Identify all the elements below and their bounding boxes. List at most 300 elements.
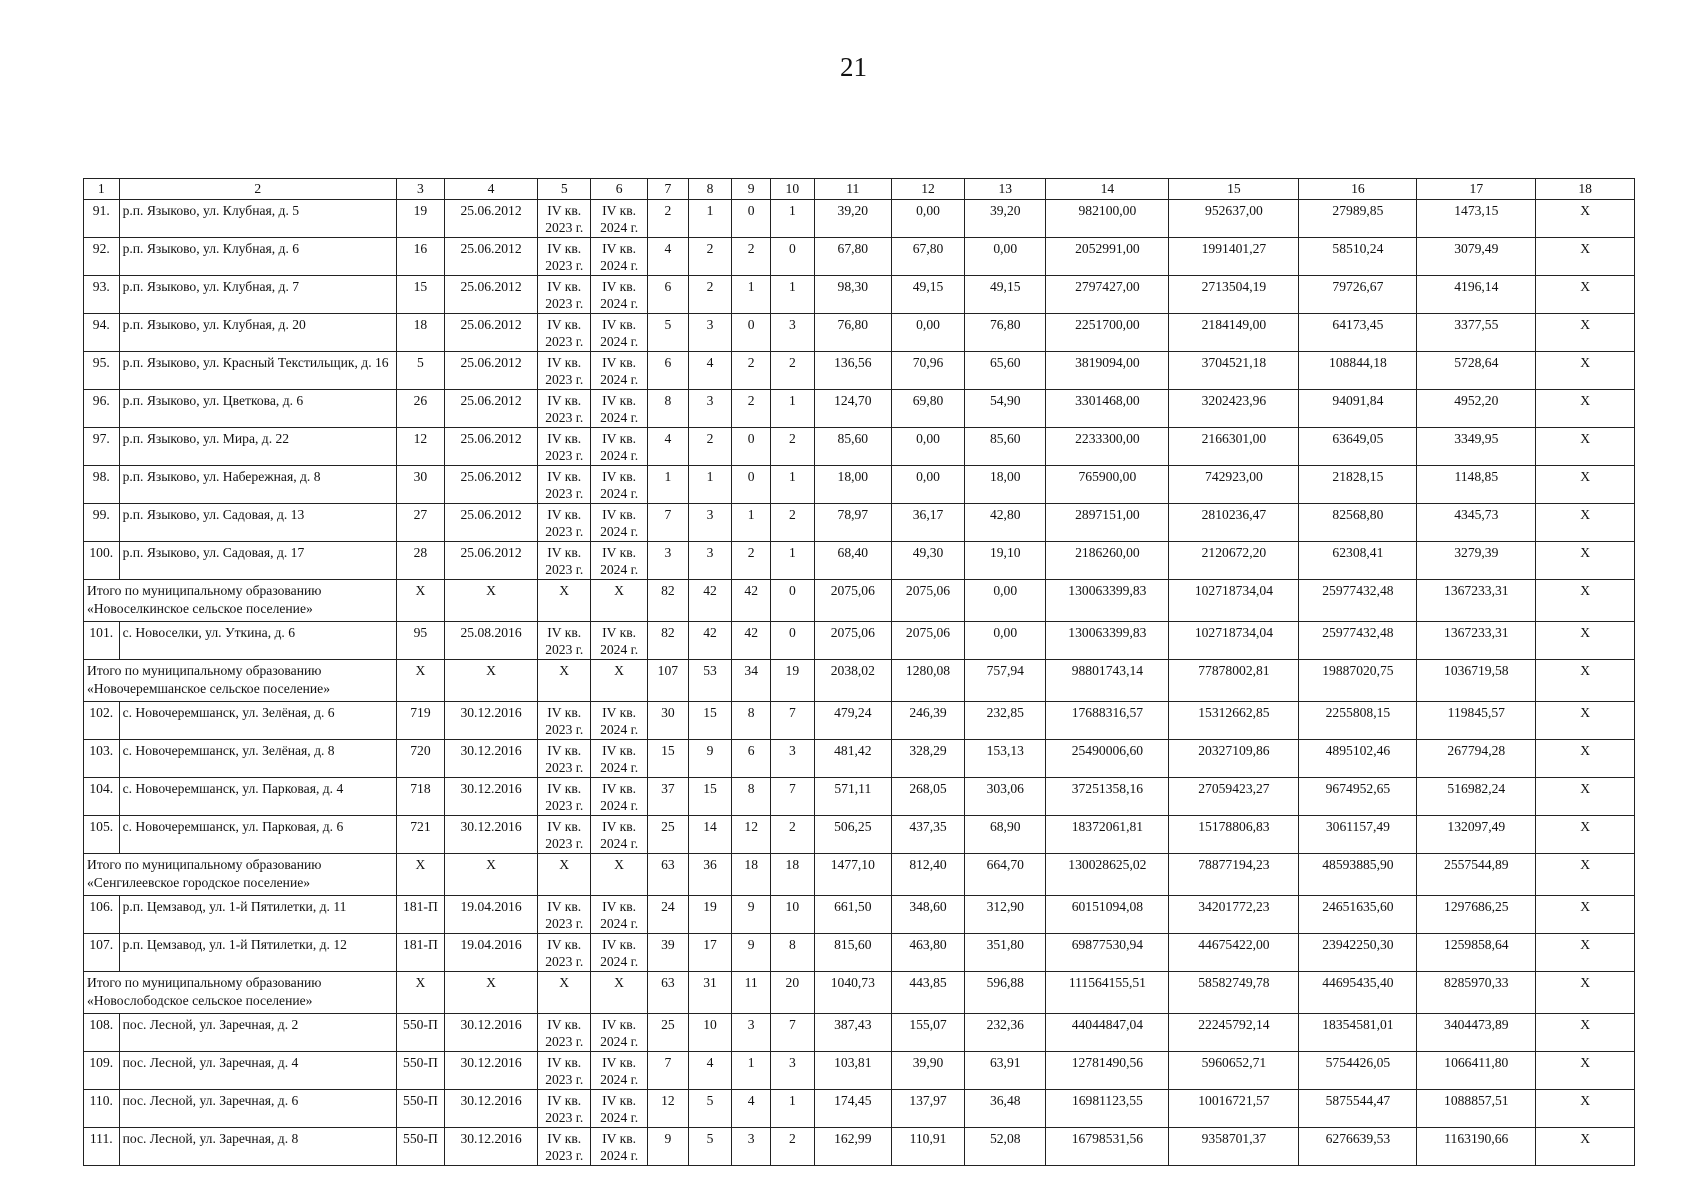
table-row <box>84 1014 1635 1052</box>
cell-c4: 30.12.2016 <box>444 1128 538 1166</box>
cell-c4: Х <box>444 972 538 1014</box>
cell-c13: 36,48 <box>965 1090 1046 1128</box>
cell-c16: 23942250,30 <box>1299 934 1417 972</box>
cell-c8: 15 <box>688 702 732 740</box>
cell-c15: 20327109,86 <box>1169 740 1299 778</box>
cell-c4: 25.06.2012 <box>444 352 538 390</box>
cell-c4: Х <box>444 580 538 622</box>
cell-c2: р.п. Языково, ул. Красный Текстильщик, д. 16 <box>119 352 396 390</box>
cell-c5: IV кв. 2023 г. <box>538 896 591 934</box>
cell-c2: с. Новочеремшанск, ул. Зелёная, д. 8 <box>119 740 396 778</box>
cell-c9: 1 <box>732 504 771 542</box>
cell-c9: 1 <box>732 276 771 314</box>
cell-c10: 1 <box>771 1090 815 1128</box>
cell-c4: 25.06.2012 <box>444 504 538 542</box>
cell-c14: 25490006,60 <box>1046 740 1169 778</box>
cell-c18: Х <box>1536 1014 1635 1052</box>
cell-c2: р.п. Языково, ул. Садовая, д. 13 <box>119 504 396 542</box>
cell-c7: 37 <box>648 778 689 816</box>
cell-c3: Х <box>397 972 445 1014</box>
cell-c8: 3 <box>688 542 732 580</box>
cell-c3: 18 <box>397 314 445 352</box>
cell-c10: 19 <box>771 660 815 702</box>
cell-c2: р.п. Языково, ул. Цветкова, д. 6 <box>119 390 396 428</box>
cell-c1: 99. <box>84 504 120 542</box>
cell-c5: IV кв. 2023 г. <box>538 200 591 238</box>
cell-c5: IV кв. 2023 г. <box>538 816 591 854</box>
cell-c17: 1367233,31 <box>1417 622 1536 660</box>
cell-c6: Х <box>591 854 648 896</box>
cell-c5: Х <box>538 580 591 622</box>
cell-c6: IV кв. 2024 г. <box>591 428 648 466</box>
cell-c1: 101. <box>84 622 120 660</box>
cell-c14: 69877530,94 <box>1046 934 1169 972</box>
cell-c12: 137,97 <box>891 1090 964 1128</box>
cell-c17: 3079,49 <box>1417 238 1536 276</box>
cell-c3: 16 <box>397 238 445 276</box>
cell-c10: 0 <box>771 580 815 622</box>
cell-c6: IV кв. 2024 г. <box>591 622 648 660</box>
cell-c6: Х <box>591 580 648 622</box>
cell-c17: 3404473,89 <box>1417 1014 1536 1052</box>
cell-c12: 110,91 <box>891 1128 964 1166</box>
cell-c11: 479,24 <box>814 702 891 740</box>
cell-c15: 2713504,19 <box>1169 276 1299 314</box>
cell-c12: 0,00 <box>891 314 964 352</box>
cell-c15: 2166301,00 <box>1169 428 1299 466</box>
cell-c6: IV кв. 2024 г. <box>591 276 648 314</box>
cell-c4: 25.06.2012 <box>444 466 538 504</box>
cell-c8: 36 <box>688 854 732 896</box>
table-row <box>84 740 1635 778</box>
cell-c4: 30.12.2016 <box>444 1090 538 1128</box>
cell-c9: 42 <box>732 622 771 660</box>
cell-c14: 18372061,81 <box>1046 816 1169 854</box>
cell-c8: 42 <box>688 580 732 622</box>
cell-c16: 63649,05 <box>1299 428 1417 466</box>
cell-c12: 812,40 <box>891 854 964 896</box>
subtotal-row <box>84 854 1635 896</box>
cell-c3: 27 <box>397 504 445 542</box>
cell-c1: 98. <box>84 466 120 504</box>
cell-c6: IV кв. 2024 г. <box>591 1014 648 1052</box>
cell-c9: 0 <box>732 200 771 238</box>
cell-c6: IV кв. 2024 г. <box>591 816 648 854</box>
cell-c6: IV кв. 2024 г. <box>591 1090 648 1128</box>
cell-c17: 2557544,89 <box>1417 854 1536 896</box>
cell-c5: IV кв. 2023 г. <box>538 934 591 972</box>
cell-c15: 742923,00 <box>1169 466 1299 504</box>
cell-c5: IV кв. 2023 г. <box>538 238 591 276</box>
cell-c13: 19,10 <box>965 542 1046 580</box>
table-row <box>84 466 1635 504</box>
cell-c15: 15178806,83 <box>1169 816 1299 854</box>
cell-c16: 64173,45 <box>1299 314 1417 352</box>
column-number-3: 3 <box>397 179 445 200</box>
cell-c2: пос. Лесной, ул. Заречная, д. 2 <box>119 1014 396 1052</box>
cell-c18: Х <box>1536 542 1635 580</box>
table-row <box>84 542 1635 580</box>
cell-c14: 16981123,55 <box>1046 1090 1169 1128</box>
cell-c9: 0 <box>732 314 771 352</box>
cell-c5: IV кв. 2023 г. <box>538 314 591 352</box>
cell-c11: 136,56 <box>814 352 891 390</box>
cell-c18: Х <box>1536 238 1635 276</box>
cell-c17: 3279,39 <box>1417 542 1536 580</box>
cell-c9: 34 <box>732 660 771 702</box>
cell-c4: 30.12.2016 <box>444 702 538 740</box>
cell-c13: 303,06 <box>965 778 1046 816</box>
cell-c3: 550-П <box>397 1128 445 1166</box>
cell-c16: 82568,80 <box>1299 504 1417 542</box>
cell-c14: 982100,00 <box>1046 200 1169 238</box>
cell-c5: IV кв. 2023 г. <box>538 740 591 778</box>
table-row <box>84 934 1635 972</box>
cell-c12: 70,96 <box>891 352 964 390</box>
cell-c12: 443,85 <box>891 972 964 1014</box>
cell-c16: 58510,24 <box>1299 238 1417 276</box>
cell-c5: IV кв. 2023 г. <box>538 702 591 740</box>
cell-c9: 12 <box>732 816 771 854</box>
cell-c2: р.п. Языково, ул. Мира, д. 22 <box>119 428 396 466</box>
cell-c4: 25.06.2012 <box>444 428 538 466</box>
column-number-10: 10 <box>771 179 815 200</box>
cell-c16: 108844,18 <box>1299 352 1417 390</box>
cell-c18: Х <box>1536 314 1635 352</box>
cell-c7: 9 <box>648 1128 689 1166</box>
cell-c16: 6276639,53 <box>1299 1128 1417 1166</box>
cell-c2: р.п. Языково, ул. Клубная, д. 6 <box>119 238 396 276</box>
cell-c2: с. Новочеремшанск, ул. Парковая, д. 6 <box>119 816 396 854</box>
cell-c9: 1 <box>732 1052 771 1090</box>
cell-c11: 174,45 <box>814 1090 891 1128</box>
cell-c7: 7 <box>648 1052 689 1090</box>
cell-c17: 3377,55 <box>1417 314 1536 352</box>
cell-c11: 571,11 <box>814 778 891 816</box>
cell-c13: 312,90 <box>965 896 1046 934</box>
cell-c1: 107. <box>84 934 120 972</box>
cell-c7: 3 <box>648 542 689 580</box>
cell-c4: 25.08.2016 <box>444 622 538 660</box>
cell-c17: 8285970,33 <box>1417 972 1536 1014</box>
cell-c11: 39,20 <box>814 200 891 238</box>
cell-c9: 11 <box>732 972 771 1014</box>
cell-c9: 2 <box>732 238 771 276</box>
cell-c5: IV кв. 2023 г. <box>538 1014 591 1052</box>
cell-c15: 2120672,20 <box>1169 542 1299 580</box>
cell-c15: 9358701,37 <box>1169 1128 1299 1166</box>
cell-c13: 232,36 <box>965 1014 1046 1052</box>
cell-c7: 6 <box>648 276 689 314</box>
cell-c3: 30 <box>397 466 445 504</box>
cell-c11: 661,50 <box>814 896 891 934</box>
cell-c7: 6 <box>648 352 689 390</box>
cell-c14: 2186260,00 <box>1046 542 1169 580</box>
table-row <box>84 816 1635 854</box>
cell-c13: 54,90 <box>965 390 1046 428</box>
cell-c5: IV кв. 2023 г. <box>538 1128 591 1166</box>
cell-c4: Х <box>444 854 538 896</box>
cell-c8: 5 <box>688 1090 732 1128</box>
cell-c10: 0 <box>771 622 815 660</box>
cell-c10: 20 <box>771 972 815 1014</box>
table-body <box>84 179 1635 1166</box>
cell-c13: 664,70 <box>965 854 1046 896</box>
cell-c9: 4 <box>732 1090 771 1128</box>
cell-c7: 25 <box>648 1014 689 1052</box>
cell-c15: 3202423,96 <box>1169 390 1299 428</box>
cell-c17: 4196,14 <box>1417 276 1536 314</box>
table-row <box>84 314 1635 352</box>
cell-c12: 155,07 <box>891 1014 964 1052</box>
cell-c10: 2 <box>771 1128 815 1166</box>
cell-c13: 18,00 <box>965 466 1046 504</box>
column-number-17: 17 <box>1417 179 1536 200</box>
cell-c6: IV кв. 2024 г. <box>591 934 648 972</box>
cell-c18: Х <box>1536 504 1635 542</box>
cell-c7: 1 <box>648 466 689 504</box>
cell-c10: 1 <box>771 542 815 580</box>
column-number-5: 5 <box>538 179 591 200</box>
cell-c12: 0,00 <box>891 428 964 466</box>
cell-c13: 49,15 <box>965 276 1046 314</box>
cell-c16: 94091,84 <box>1299 390 1417 428</box>
cell-c12: 49,30 <box>891 542 964 580</box>
cell-c1: 110. <box>84 1090 120 1128</box>
cell-c17: 1297686,25 <box>1417 896 1536 934</box>
cell-c8: 3 <box>688 314 732 352</box>
cell-c11: 506,25 <box>814 816 891 854</box>
cell-c5: IV кв. 2023 г. <box>538 1090 591 1128</box>
cell-c11: 387,43 <box>814 1014 891 1052</box>
cell-c12: 268,05 <box>891 778 964 816</box>
cell-c15: 22245792,14 <box>1169 1014 1299 1052</box>
cell-c1: 108. <box>84 1014 120 1052</box>
cell-c17: 1163190,66 <box>1417 1128 1536 1166</box>
cell-c10: 0 <box>771 238 815 276</box>
cell-c5: IV кв. 2023 г. <box>538 352 591 390</box>
cell-c10: 3 <box>771 314 815 352</box>
cell-c6: IV кв. 2024 г. <box>591 740 648 778</box>
cell-c11: 481,42 <box>814 740 891 778</box>
cell-c11: 124,70 <box>814 390 891 428</box>
cell-c12: 348,60 <box>891 896 964 934</box>
cell-c8: 15 <box>688 778 732 816</box>
cell-c14: 98801743,14 <box>1046 660 1169 702</box>
cell-c7: 4 <box>648 238 689 276</box>
cell-c3: Х <box>397 854 445 896</box>
cell-c2: пос. Лесной, ул. Заречная, д. 4 <box>119 1052 396 1090</box>
cell-c8: 10 <box>688 1014 732 1052</box>
cell-c6: IV кв. 2024 г. <box>591 238 648 276</box>
table-row <box>84 702 1635 740</box>
cell-c4: 25.06.2012 <box>444 314 538 352</box>
cell-c16: 5754426,05 <box>1299 1052 1417 1090</box>
cell-c1: 109. <box>84 1052 120 1090</box>
cell-c7: 2 <box>648 200 689 238</box>
cell-c6: IV кв. 2024 г. <box>591 504 648 542</box>
cell-c14: 17688316,57 <box>1046 702 1169 740</box>
cell-c16: 18354581,01 <box>1299 1014 1417 1052</box>
cell-c1: 103. <box>84 740 120 778</box>
cell-c13: 0,00 <box>965 580 1046 622</box>
cell-c13: 65,60 <box>965 352 1046 390</box>
column-number-18: 18 <box>1536 179 1635 200</box>
cell-c13: 596,88 <box>965 972 1046 1014</box>
cell-c3: 26 <box>397 390 445 428</box>
cell-c11: 68,40 <box>814 542 891 580</box>
cell-c17: 1473,15 <box>1417 200 1536 238</box>
cell-c8: 3 <box>688 390 732 428</box>
cell-c3: 721 <box>397 816 445 854</box>
cell-c15: 10016721,57 <box>1169 1090 1299 1128</box>
cell-c4: 30.12.2016 <box>444 778 538 816</box>
cell-c5: IV кв. 2023 г. <box>538 504 591 542</box>
cell-c12: 67,80 <box>891 238 964 276</box>
cell-c8: 14 <box>688 816 732 854</box>
cell-c2: р.п. Языково, ул. Клубная, д. 7 <box>119 276 396 314</box>
cell-c2: р.п. Языково, ул. Садовая, д. 17 <box>119 542 396 580</box>
cell-c8: 2 <box>688 276 732 314</box>
cell-c9: 2 <box>732 390 771 428</box>
cell-c16: 24651635,60 <box>1299 896 1417 934</box>
cell-c4: 30.12.2016 <box>444 1014 538 1052</box>
column-number-12: 12 <box>891 179 964 200</box>
table-row <box>84 622 1635 660</box>
cell-c12: 39,90 <box>891 1052 964 1090</box>
column-number-13: 13 <box>965 179 1046 200</box>
cell-c6: IV кв. 2024 г. <box>591 778 648 816</box>
cell-c15: 77878002,81 <box>1169 660 1299 702</box>
cell-c1: 111. <box>84 1128 120 1166</box>
cell-c5: IV кв. 2023 г. <box>538 428 591 466</box>
cell-c14: 37251358,16 <box>1046 778 1169 816</box>
cell-label: Итого по муниципальному образованию «Новоселкинское сельское поселение» <box>84 580 397 622</box>
cell-c16: 19887020,75 <box>1299 660 1417 702</box>
cell-c9: 3 <box>732 1014 771 1052</box>
cell-c6: IV кв. 2024 г. <box>591 896 648 934</box>
cell-c6: IV кв. 2024 г. <box>591 702 648 740</box>
cell-c15: 5960652,71 <box>1169 1052 1299 1090</box>
cell-c2: р.п. Цемзавод, ул. 1-й Пятилетки, д. 11 <box>119 896 396 934</box>
cell-c8: 3 <box>688 504 732 542</box>
cell-c5: IV кв. 2023 г. <box>538 466 591 504</box>
cell-c16: 62308,41 <box>1299 542 1417 580</box>
cell-c9: 9 <box>732 896 771 934</box>
cell-c16: 25977432,48 <box>1299 580 1417 622</box>
table-row <box>84 504 1635 542</box>
cell-c10: 10 <box>771 896 815 934</box>
cell-c5: IV кв. 2023 г. <box>538 542 591 580</box>
cell-c3: 15 <box>397 276 445 314</box>
cell-c8: 1 <box>688 466 732 504</box>
cell-c10: 18 <box>771 854 815 896</box>
cell-c16: 3061157,49 <box>1299 816 1417 854</box>
cell-c18: Х <box>1536 816 1635 854</box>
cell-c14: 130063399,83 <box>1046 622 1169 660</box>
cell-c10: 1 <box>771 466 815 504</box>
cell-c1: 93. <box>84 276 120 314</box>
cell-c12: 2075,06 <box>891 622 964 660</box>
cell-c15: 2810236,47 <box>1169 504 1299 542</box>
cell-c10: 2 <box>771 504 815 542</box>
cell-c11: 2038,02 <box>814 660 891 702</box>
cell-c13: 42,80 <box>965 504 1046 542</box>
cell-c3: 5 <box>397 352 445 390</box>
cell-c7: 7 <box>648 504 689 542</box>
cell-c2: р.п. Языково, ул. Набережная, д. 8 <box>119 466 396 504</box>
cell-c11: 98,30 <box>814 276 891 314</box>
cell-c16: 21828,15 <box>1299 466 1417 504</box>
cell-c5: Х <box>538 972 591 1014</box>
cell-c6: IV кв. 2024 г. <box>591 466 648 504</box>
cell-c18: Х <box>1536 702 1635 740</box>
cell-c6: Х <box>591 660 648 702</box>
cell-c14: 12781490,56 <box>1046 1052 1169 1090</box>
cell-c13: 52,08 <box>965 1128 1046 1166</box>
column-number-6: 6 <box>591 179 648 200</box>
cell-c18: Х <box>1536 660 1635 702</box>
cell-label: Итого по муниципальному образованию «Сенгилеевское городское поселение» <box>84 854 397 896</box>
table-row <box>84 390 1635 428</box>
cell-c12: 246,39 <box>891 702 964 740</box>
cell-c8: 53 <box>688 660 732 702</box>
cell-c14: 60151094,08 <box>1046 896 1169 934</box>
cell-c17: 5728,64 <box>1417 352 1536 390</box>
cell-c7: 24 <box>648 896 689 934</box>
cell-c18: Х <box>1536 1128 1635 1166</box>
cell-c1: 92. <box>84 238 120 276</box>
cell-c6: IV кв. 2024 г. <box>591 1128 648 1166</box>
cell-c7: 12 <box>648 1090 689 1128</box>
column-number-1: 1 <box>84 179 120 200</box>
cell-c3: Х <box>397 580 445 622</box>
cell-c11: 2075,06 <box>814 622 891 660</box>
cell-c18: Х <box>1536 428 1635 466</box>
cell-c17: 1259858,64 <box>1417 934 1536 972</box>
cell-c5: IV кв. 2023 г. <box>538 622 591 660</box>
cell-c7: 39 <box>648 934 689 972</box>
table-row <box>84 200 1635 238</box>
cell-c10: 7 <box>771 1014 815 1052</box>
cell-c14: 3819094,00 <box>1046 352 1169 390</box>
cell-c5: IV кв. 2023 г. <box>538 390 591 428</box>
cell-c10: 1 <box>771 390 815 428</box>
cell-c16: 27989,85 <box>1299 200 1417 238</box>
cell-c18: Х <box>1536 972 1635 1014</box>
cell-c10: 1 <box>771 276 815 314</box>
cell-c15: 102718734,04 <box>1169 580 1299 622</box>
cell-c6: IV кв. 2024 г. <box>591 1052 648 1090</box>
cell-c7: 63 <box>648 854 689 896</box>
cell-c13: 232,85 <box>965 702 1046 740</box>
subtotal-row <box>84 972 1635 1014</box>
cell-c15: 15312662,85 <box>1169 702 1299 740</box>
cell-c16: 48593885,90 <box>1299 854 1417 896</box>
cell-c4: 25.06.2012 <box>444 200 538 238</box>
cell-c1: 91. <box>84 200 120 238</box>
cell-c4: 30.12.2016 <box>444 816 538 854</box>
table-row <box>84 896 1635 934</box>
column-number-14: 14 <box>1046 179 1169 200</box>
cell-c3: 550-П <box>397 1014 445 1052</box>
cell-c15: 952637,00 <box>1169 200 1299 238</box>
cell-c4: 30.12.2016 <box>444 740 538 778</box>
cell-c9: 9 <box>732 934 771 972</box>
cell-c3: 720 <box>397 740 445 778</box>
table-row <box>84 1128 1635 1166</box>
cell-c8: 1 <box>688 200 732 238</box>
